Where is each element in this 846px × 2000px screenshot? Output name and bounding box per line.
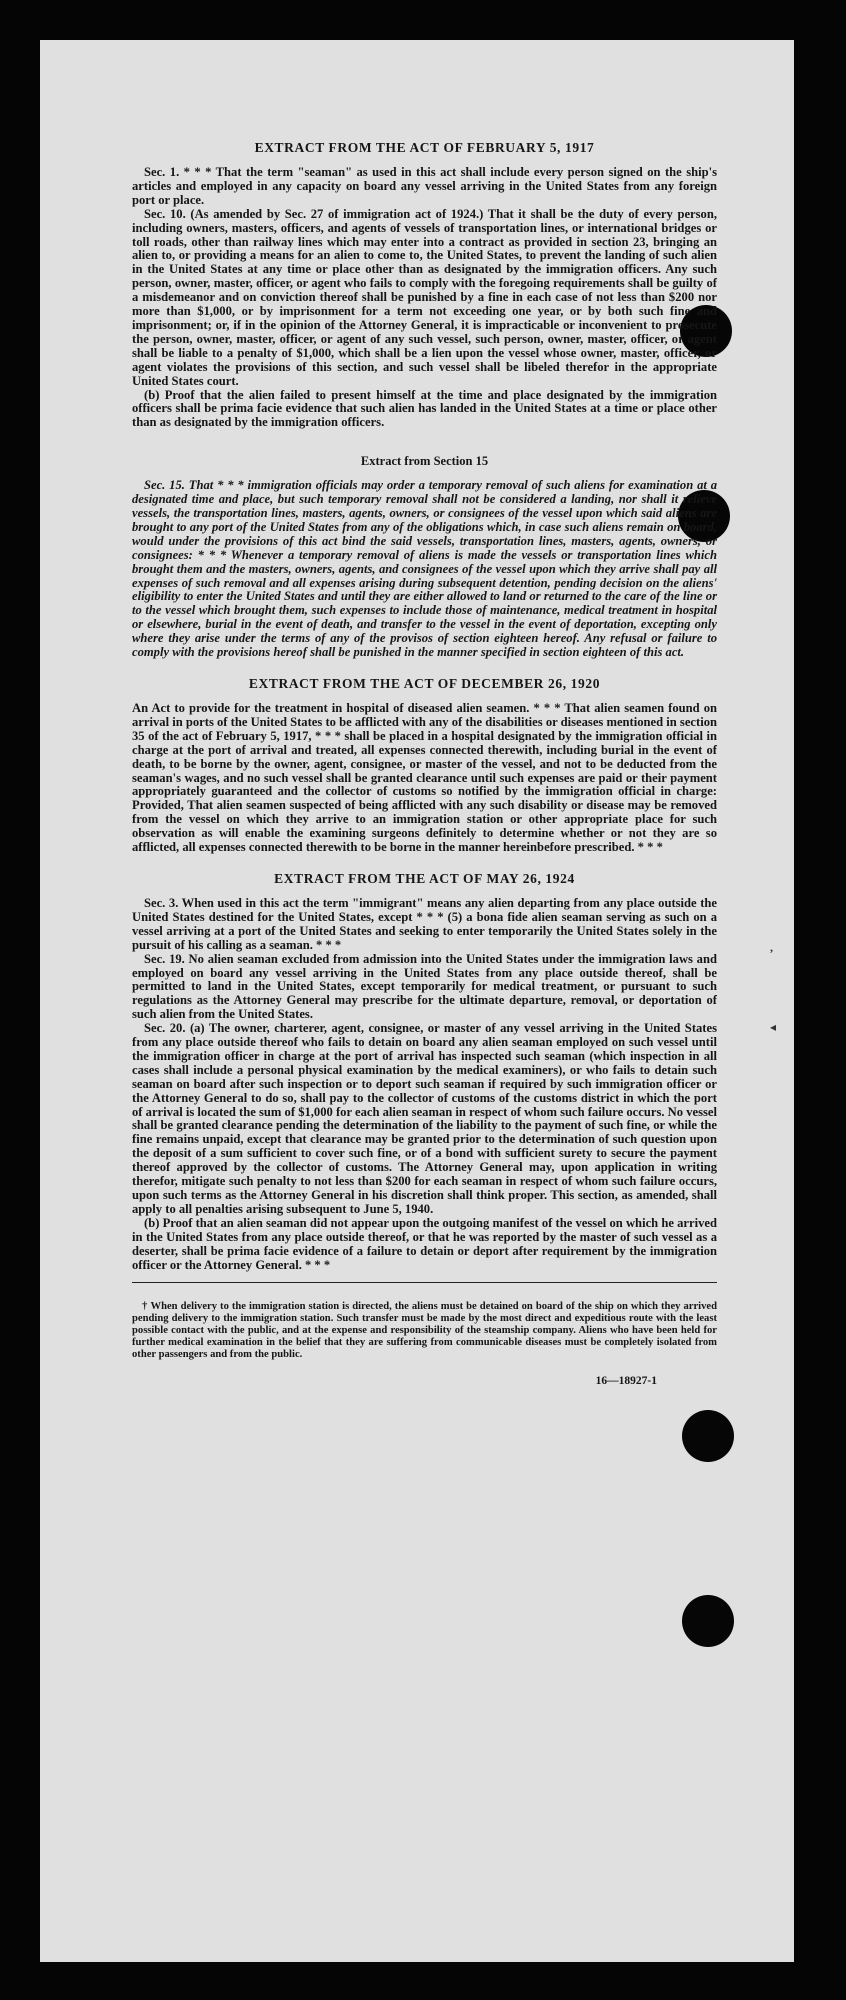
punch-hole-4 bbox=[682, 1595, 734, 1647]
act-1920-text: An Act to provide for the treatment in hospital of diseased alien seamen. * * * That alien seamen found on arrival in ports of the United States to be afflicted with any of the disabilities or diseases mentioned in section 35 of the act of February 5, 1917, * * * shall be placed in a hospital designated by the immigration official in charge at the port of arrival and treated, all expenses connected therewith, including burial in the event of death, to be borne by the owner, agent, consignee, or master of the vessel, and not to be deducted from the seaman's wages, and no such vessel shall be granted clearance until such expenses are paid or their payment appropriately guaranteed and the collector of customs so notified by the immigration official in charge: Provided, That alien seamen suspected of being afflicted with any such disability or disease may be removed from the vessel on which they arrive to an immigration station or other appropriate place for such observation as will enable the examining surgeons definitely to determine whether or not they are so afflicted, all expenses connected therewith to be borne in the manner hereinbefore prescribed. * * * bbox=[132, 701, 718, 855]
section-1-text: Sec. 1. * * * That the term "seaman" as used in this act shall include every person signed on the ship's articles and employed in any capacity on board any vessel arriving in the United States from any foreign port or place. bbox=[132, 165, 717, 207]
footnote-divider bbox=[132, 1282, 717, 1283]
section-15-text: Sec. 15. That * * * immigration officials may order a temporary removal of such aliens for examination at a designated time and place, but such temporary removal shall not be considered a landing, nor shall it relieve vessels, the transportation lines, masters, agents, owners, or consignees of the vessel upon which said aliens are brought to any port of the United States from any of the obligations which, in case such aliens remain on board, would under the provisions of this act bind the said vessels, transportation lines, masters, agents, owners, or consignees: * * * Whenever a temporary removal of aliens is made the vessels or transportation lines which brought them and the masters, owners, agents, and consignees of the vessel upon which they arrive shall pay all expenses of such removal and all expenses arising during subsequent detention, pending decision on the aliens' eligibility to enter the United States and until they are either allowed to land or returned to the care of the line or to the vessel which brought them, such expenses to include those of maintenance, medical treatment in hospital or elsewhere, burial in the event of death, and transfer to the vessel in the event of deportation, excepting only where they arise under the terms of any of the provisos of section eighteen hereof. Any refusal or failure to comply with the provisions hereof shall be punished in the manner specified in section eighteen of this act. bbox=[132, 478, 717, 660]
section-20b-text: (b) Proof that an alien seaman did not appear upon the outgoing manifest of the vessel on which he arrived in the United States from any place outside thereof, or that he was reported by the master of such vessel as a deserter, shall be prima facie evidence of a failure to detain or deport after requirement by the immigration officer or the Attorney General. * * * bbox=[132, 1215, 717, 1272]
heading-act-1924: EXTRACT FROM THE ACT OF MAY 26, 1924 bbox=[274, 870, 575, 886]
footnote-text: † When delivery to the immigration station is directed, the aliens must be detained on board of the ship on which they arrived pending delivery to the immigration station. Such transfer must be made by the most direct and expeditious route with the least possible contact with the public, and at the expense and responsibility of the steamship company. Aliens who have been held for further medical examination in the belief that they are suffering from communicable diseases must be completely isolated from other passengers and from the public. bbox=[132, 1301, 717, 1361]
section-19-text: Sec. 19. No alien seaman excluded from admission into the United States under the immigration laws and employed on board any vessel arriving in the United States from any place outside thereof, shall be permitted to land in the United States, except temporarily for medical treatment, or pursuant to such regulations as the Attorney General may prescribe for the ultimate departure, removal, or deportation of such alien from the United States. bbox=[132, 951, 717, 1022]
margin-mark-comma: , bbox=[770, 940, 773, 954]
form-number: 16—18927-1 bbox=[595, 1375, 657, 1388]
section-20-text: Sec. 20. (a) The owner, charterer, agent, consignee, or master of any vessel arriving in the United States from any place outside thereof who fails to detain on board any alien seaman employed on such vessel until the immigration officer in charge at the port of arrival has inspected such seaman (which inspection in all cases shall include a personal physical examination by the medical examiners), or who fails to detain such seaman on board after such inspection or to deport such seaman if required by such immigration officer or the Attorney General to do so, shall pay to the collector of customs of the customs district in which the port of arrival is located the sum of $1,000 for each alien seaman in respect of whom such failure occurs. No vessel shall be granted clearance pending the determination of the liability to the payment of such fine, or while the fine remains unpaid, except that clearance may be granted prior to the determination of such question upon the deposit of a sum sufficient to cover such fine, or of a bond with sufficient surety to secure the payment thereof approved by the collector of customs. The Attorney General may, upon application in writing therefor, mitigate such penalty to not less than $200 for each seaman in respect of whom such failure occurs, upon such terms as the Attorney General in his discretion shall think proper. This section, as amended, shall apply to all penalties arising subsequent to June 5, 1940. bbox=[132, 1021, 717, 1216]
heading-section-15: Extract from Section 15 bbox=[360, 454, 489, 469]
margin-mark-arrow: ◂ bbox=[770, 1020, 777, 1034]
section-10-text: Sec. 10. (As amended by Sec. 27 of immigration act of 1924.) That it shall be the duty of every person, including owners, masters, officers, and agents of vessels of transportation lines, or international bridges or toll roads, other than railway lines which may enter into a contract as provided in section 23, bringing an alien to, or providing a means for an alien to come to, the United States, to prevent the landing of such alien in the United States at any time or place other than as designated by the immigration officers. Any such person, owner, master, officer, or agent who fails to comply with the foregoing requirements shall be guilty of a misdemeanor and on conviction thereof shall be punished by a fine in each case of not less than $200 nor more than $1,000, or by imprisonment for a term not exceeding one year, or by both such fine and imprisonment; or, if in the opinion of the Attorney General, it is impracticable or inconvenient to prosecute the person, owner, master, officer, or agent of any such vessel, such person, owner, master, officer, or agent shall be liable to a penalty of $1,000, which shall be a lien upon the vessel whose owner, master, officer, or agent violates the provisions of this section, and such vessel shall be libeled therefor in the appropriate United States court. bbox=[132, 206, 717, 388]
document-body bbox=[132, 140, 717, 1387]
document-page bbox=[40, 40, 794, 1962]
section-10b-text: (b) Proof that the alien failed to present himself at the time and place designated by the immigration officers shall be prima facie evidence that such alien has landed in the United States at a time or place other than as designated by the immigration officers. bbox=[132, 387, 717, 430]
section-3-text: Sec. 3. When used in this act the term "immigrant" means any alien departing from any place outside the United States destined for the United States, except * * * (5) a bona fide alien seaman serving as such on a vessel arriving at a port of the United States and seeking to enter temporarily the United States solely in the pursuit of his calling as a seaman. * * * bbox=[132, 895, 717, 952]
heading-act-1917: EXTRACT FROM THE ACT OF FEBRUARY 5, 1917 bbox=[254, 140, 595, 155]
punch-hole-3 bbox=[682, 1410, 734, 1462]
heading-act-1920: EXTRACT FROM THE ACT OF DECEMBER 26, 1920 bbox=[248, 676, 601, 691]
